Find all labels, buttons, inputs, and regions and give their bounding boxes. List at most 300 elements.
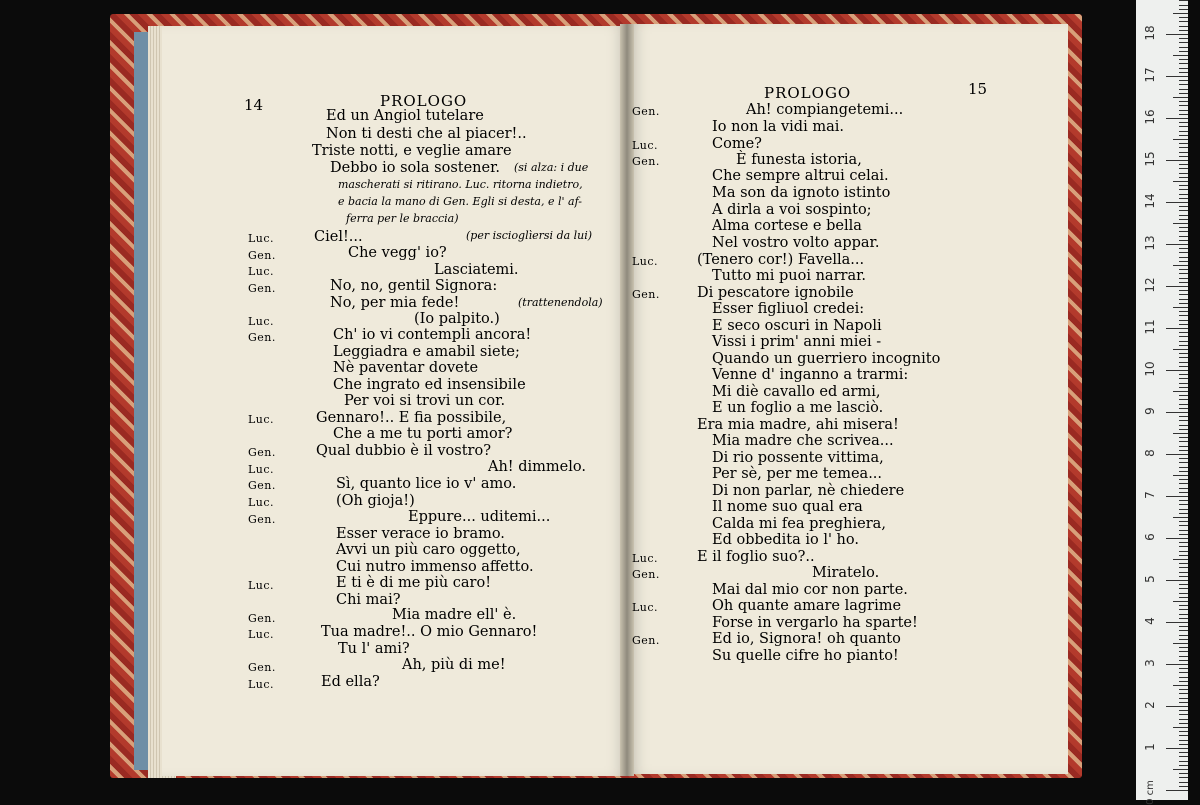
- ruler-tick: [1179, 378, 1188, 379]
- ruler-tick: [1179, 336, 1188, 337]
- ruler-tick: [1179, 437, 1188, 438]
- ruler-tick: [1166, 580, 1188, 581]
- left-running-head: PROLOGO: [380, 92, 468, 110]
- speaker-tag: Luc.: [248, 496, 275, 509]
- ruler-tick: [1166, 202, 1188, 203]
- verse-line: Per sè, per me temea...: [712, 466, 883, 482]
- verse-line: Cui nutro immenso affetto.: [336, 559, 534, 575]
- ruler-tick: [1179, 93, 1188, 94]
- speaker-tag: Gen.: [248, 479, 276, 492]
- ruler-tick: [1179, 311, 1188, 312]
- speaker-tag: Luc.: [248, 232, 275, 245]
- ruler-tick: [1179, 593, 1188, 594]
- verse-line: Gennaro!.. E fia possibile,: [316, 410, 507, 426]
- ruler-tick: [1179, 639, 1188, 640]
- book-gutter: [620, 24, 634, 776]
- ruler-tick: [1179, 357, 1188, 358]
- verse-line: Ah! dimmelo.: [488, 459, 586, 475]
- ruler-tick: [1179, 408, 1188, 409]
- ruler-number: 7: [1143, 491, 1157, 499]
- verse-line: No, per mia fede!: [330, 295, 460, 311]
- ruler-tick: [1179, 723, 1188, 724]
- ruler-tick: [1179, 677, 1188, 678]
- ruler-tick: [1179, 278, 1188, 279]
- ruler-tick: [1179, 576, 1188, 577]
- ruler-tick: [1179, 156, 1188, 157]
- verse-line: Chi mai?: [336, 592, 401, 608]
- ruler-tick: [1166, 328, 1188, 329]
- stage-direction: (per iscioglìersi da lui): [466, 229, 593, 242]
- ruler-tick: [1179, 425, 1188, 426]
- ruler-tick: [1166, 748, 1188, 749]
- ruler-tick: [1179, 672, 1188, 673]
- verse-line: Ed io, Signora! oh quanto: [712, 631, 901, 647]
- ruler-number: 17: [1143, 67, 1157, 83]
- speaker-tag: Gen.: [632, 568, 660, 581]
- verse-line: Mi diè cavallo ed armi,: [712, 384, 881, 400]
- ruler-number: 15: [1143, 151, 1157, 167]
- ruler-tick: [1179, 714, 1188, 715]
- ruler-tick: [1179, 68, 1188, 69]
- ruler-number: 13: [1143, 235, 1157, 251]
- ruler-tick: [1179, 698, 1188, 699]
- verse-line: (Io palpito.): [414, 311, 500, 327]
- ruler-tick: [1179, 756, 1188, 757]
- ruler-tick: [1173, 97, 1188, 98]
- ruler-tick: [1166, 412, 1188, 413]
- verse-line: Avvi un più caro oggetto,: [336, 542, 521, 558]
- speaker-tag: Gen.: [632, 105, 660, 118]
- speaker-tag: Luc.: [632, 552, 659, 565]
- ruler-tick: [1179, 458, 1188, 459]
- verse-line: Tu l' ami?: [338, 641, 410, 657]
- ruler-tick: [1173, 265, 1188, 266]
- verse-line: Era mia madre, ahi misera!: [697, 417, 899, 433]
- ruler-tick: [1179, 189, 1188, 190]
- speaker-tag: Gen.: [248, 446, 276, 459]
- speaker-tag: Luc.: [248, 628, 275, 641]
- ruler-tick: [1179, 114, 1188, 115]
- speaker-tag: Luc.: [248, 413, 275, 426]
- ruler-tick: [1179, 110, 1188, 111]
- ruler-tick: [1166, 454, 1188, 455]
- speaker-tag: Luc.: [248, 463, 275, 476]
- ruler-tick: [1179, 164, 1188, 165]
- verse-line: Alma cortese e bella: [712, 218, 862, 234]
- ruler-tick: [1179, 567, 1188, 568]
- ruler-tick: [1179, 546, 1188, 547]
- ruler-tick: [1179, 387, 1188, 388]
- ruler-tick: [1179, 42, 1188, 43]
- ruler-tick: [1179, 38, 1188, 39]
- ruler-tick: [1179, 273, 1188, 274]
- verse-line: Esser figliuol credei:: [712, 301, 865, 317]
- ruler-number: 2: [1143, 701, 1157, 709]
- ruler-number: 3: [1143, 659, 1157, 667]
- ruler-tick: [1179, 30, 1188, 31]
- ruler-tick: [1179, 782, 1188, 783]
- ruler-tick: [1179, 399, 1188, 400]
- ruler-tick: [1166, 76, 1188, 77]
- ruler-tick: [1179, 521, 1188, 522]
- verse-line: Che ingrato ed insensibile: [333, 377, 526, 393]
- ruler-tick: [1179, 605, 1188, 606]
- ruler-tick: [1179, 215, 1188, 216]
- verse-line: No, no, gentil Signora:: [330, 278, 498, 294]
- ruler-tick: [1173, 139, 1188, 140]
- verse-line: È funesta istoria,: [736, 152, 862, 168]
- ruler-number: 16: [1143, 109, 1157, 125]
- verse-line: Miratelo.: [812, 565, 880, 581]
- ruler-tick: [1173, 55, 1188, 56]
- ruler-tick: [1179, 194, 1188, 195]
- ruler-tick: [1179, 525, 1188, 526]
- ruler-tick: [1173, 769, 1188, 770]
- ruler-tick: [1179, 735, 1188, 736]
- verse-line: Leggiadra e amabil siete;: [333, 344, 520, 360]
- speaker-tag: Luc.: [248, 579, 275, 592]
- ruler-tick: [1179, 282, 1188, 283]
- verse-line: E seco oscuri in Napoli: [712, 318, 882, 334]
- ruler-tick: [1179, 341, 1188, 342]
- ruler-tick: [1179, 773, 1188, 774]
- ruler-tick: [1179, 446, 1188, 447]
- ruler-number: 9: [1143, 407, 1157, 415]
- verse-line: Calda mi fea preghiera,: [712, 516, 886, 532]
- ruler-tick: [1173, 307, 1188, 308]
- speaker-tag: Luc.: [248, 678, 275, 691]
- ruler-tick: [1173, 643, 1188, 644]
- verse-line: Nel vostro volto appar.: [712, 235, 880, 251]
- ruler-tick: [1179, 210, 1188, 211]
- ruler-tick: [1179, 143, 1188, 144]
- ruler-tick: [1179, 450, 1188, 451]
- verse-line: Ah! compiangetemi...: [746, 102, 904, 118]
- verse-line: E il foglio suo?..: [697, 549, 815, 565]
- ruler-tick: [1179, 315, 1188, 316]
- stage-direction: (si alza: i due: [514, 161, 589, 174]
- verse-line: Non ti desti che al piacer!..: [326, 126, 527, 142]
- verse-line: Nè paventar dovete: [333, 360, 479, 376]
- ruler-number: 18: [1143, 25, 1157, 41]
- ruler-tick: [1179, 257, 1188, 258]
- ruler-tick: [1166, 244, 1188, 245]
- ruler-tick: [1179, 173, 1188, 174]
- ruler-tick: [1179, 59, 1188, 60]
- ruler-tick: [1179, 105, 1188, 106]
- ruler-tick: [1179, 261, 1188, 262]
- ruler-tick: [1179, 693, 1188, 694]
- ruler-tick: [1179, 467, 1188, 468]
- verse-line: Mia madre che scrivea...: [712, 433, 894, 449]
- ruler-tick: [1179, 152, 1188, 153]
- ruler-tick: [1179, 626, 1188, 627]
- ruler-tick: [1179, 294, 1188, 295]
- ruler-tick: [1179, 9, 1188, 10]
- ruler-tick: [1179, 534, 1188, 535]
- speaker-tag: Gen.: [248, 282, 276, 295]
- verse-line: Esser verace io bramo.: [336, 526, 505, 542]
- verse-line: Che sempre altrui celai.: [712, 168, 889, 184]
- ruler-tick: [1179, 320, 1188, 321]
- speaker-tag: Luc.: [248, 315, 275, 328]
- verse-line: Sì, quanto lice io v' amo.: [336, 476, 517, 492]
- ruler-tick: [1179, 681, 1188, 682]
- ruler-tick: [1179, 752, 1188, 753]
- ruler-tick: [1179, 126, 1188, 127]
- speaker-tag: Luc.: [632, 139, 659, 152]
- ruler-tick: [1166, 496, 1188, 497]
- ruler-tick: [1179, 303, 1188, 304]
- ruler-tick: [1166, 538, 1188, 539]
- verse-line: Come?: [712, 136, 762, 152]
- verse-line: Mai dal mio cor non parte.: [712, 582, 908, 598]
- speaker-tag: Gen.: [248, 513, 276, 526]
- verse-line: Su quelle cifre ho pianto!: [712, 648, 899, 664]
- ruler-tick: [1173, 181, 1188, 182]
- ruler-tick: [1173, 601, 1188, 602]
- ruler-tick: [1179, 614, 1188, 615]
- ruler-tick: [1173, 13, 1188, 14]
- ruler-tick: [1179, 765, 1188, 766]
- ruler-number: 8: [1143, 449, 1157, 457]
- ruler-tick: [1179, 500, 1188, 501]
- verse-line: Eppure... uditemi...: [408, 509, 551, 525]
- ruler-tick: [1179, 710, 1188, 711]
- ruler-tick: [1179, 84, 1188, 85]
- verse-line: Io non la vidi mai.: [712, 119, 844, 135]
- ruler-tick: [1179, 542, 1188, 543]
- ruler-tick: [1179, 290, 1188, 291]
- ruler-number: 5: [1143, 575, 1157, 583]
- ruler-tick: [1179, 744, 1188, 745]
- verse-line: Debbo io sola sostener.: [330, 160, 501, 176]
- ruler-tick: [1179, 761, 1188, 762]
- ruler-tick: [1173, 475, 1188, 476]
- ruler-tick: [1179, 740, 1188, 741]
- ruler-tick: [1179, 483, 1188, 484]
- ruler-tick: [1179, 689, 1188, 690]
- ruler-tick: [1179, 651, 1188, 652]
- verse-line: E un foglio a me lasciò.: [712, 400, 884, 416]
- speaker-tag: Gen.: [632, 155, 660, 168]
- verse-line: A dirla a voi sospinto;: [712, 202, 872, 218]
- ruler-tick: [1179, 252, 1188, 253]
- ruler-tick: [1179, 530, 1188, 531]
- ruler-number: 10: [1143, 361, 1157, 377]
- ruler-number: 6: [1143, 533, 1157, 541]
- ruler-tick: [1179, 240, 1188, 241]
- ruler-tick: [1166, 664, 1188, 665]
- ruler-tick: [1179, 584, 1188, 585]
- speaker-tag: Luc.: [632, 601, 659, 614]
- ruler-tick: [1166, 370, 1188, 371]
- ruler-tick: [1179, 332, 1188, 333]
- ruler-tick: [1179, 21, 1188, 22]
- verse-line: Ciel!...: [314, 229, 363, 245]
- ruler-tick: [1179, 404, 1188, 405]
- ruler-tick: [1179, 618, 1188, 619]
- ruler-tick: [1179, 131, 1188, 132]
- ruler-tick: [1179, 89, 1188, 90]
- ruler-number: 1: [1143, 743, 1157, 751]
- ruler-tick: [1173, 433, 1188, 434]
- ruler-tick: [1179, 635, 1188, 636]
- ruler-tick: [1166, 706, 1188, 707]
- measuring-ruler: [1136, 0, 1188, 805]
- verse-line: Vissi i prim' anni miei -: [712, 334, 882, 350]
- ruler-tick: [1166, 34, 1188, 35]
- ruler-tick: [1179, 80, 1188, 81]
- ruler-tick: [1179, 563, 1188, 564]
- ruler-tick: [1179, 462, 1188, 463]
- ruler-tick: [1166, 286, 1188, 287]
- verse-line: Ma son da ignoto istinto: [712, 185, 891, 201]
- ruler-tick: [1179, 630, 1188, 631]
- ruler-tick: [1179, 353, 1188, 354]
- ruler-tick: [1179, 168, 1188, 169]
- ruler-number: 14: [1143, 193, 1157, 209]
- verse-line: Ah, più di me!: [402, 657, 506, 673]
- ruler-tick: [1166, 118, 1188, 119]
- ruler-number: 4: [1143, 617, 1157, 625]
- ruler-tick: [1179, 731, 1188, 732]
- ruler-tick: [1179, 597, 1188, 598]
- verse-line: Mia madre ell' è.: [392, 607, 517, 623]
- ruler-tick: [1179, 147, 1188, 148]
- ruler-tick: [1179, 227, 1188, 228]
- stage-direction: mascherati si ritirano. Luc. ritorna indietro,: [338, 178, 583, 191]
- ruler-tick: [1179, 551, 1188, 552]
- ruler-tick: [1179, 647, 1188, 648]
- verse-line: E ti è di me più caro!: [336, 575, 492, 591]
- ruler-tick: [1179, 719, 1188, 720]
- ruler-tick: [1179, 429, 1188, 430]
- ruler-tick: [1179, 366, 1188, 367]
- ruler-tick: [1173, 727, 1188, 728]
- ruler-tick: [1179, 509, 1188, 510]
- verse-line: Che a me tu porti amor?: [333, 426, 513, 442]
- ruler-tick: [1179, 231, 1188, 232]
- ruler-tick: [1179, 72, 1188, 73]
- ruler-tick: [1179, 492, 1188, 493]
- ruler-tick: [1179, 786, 1188, 787]
- ruler-tick: [1179, 299, 1188, 300]
- ruler-tick: [1179, 135, 1188, 136]
- ruler-tick: [1179, 17, 1188, 18]
- ruler-tick: [1179, 324, 1188, 325]
- verse-line: Ch' io vi contempli ancora!: [333, 327, 532, 343]
- ruler-tick: [1179, 656, 1188, 657]
- ruler-tick: [1179, 441, 1188, 442]
- ruler-tick: [1173, 559, 1188, 560]
- speaker-tag: Gen.: [248, 612, 276, 625]
- ruler-tick: [1179, 572, 1188, 573]
- ruler-tick: [1179, 420, 1188, 421]
- ruler-tick: [1179, 362, 1188, 363]
- verse-line: Venne d' inganno a trarmi:: [712, 367, 909, 383]
- ruler-tick: [1179, 702, 1188, 703]
- ruler-tick: [1179, 383, 1188, 384]
- speaker-tag: Gen.: [248, 249, 276, 262]
- ruler-tick: [1179, 63, 1188, 64]
- ruler-tick: [1179, 206, 1188, 207]
- verse-line: Forse in vergarlo ha sparte!: [712, 615, 918, 631]
- speaker-tag: Luc.: [248, 265, 275, 278]
- ruler-tick: [1179, 177, 1188, 178]
- ruler-tick: [1179, 345, 1188, 346]
- right-page-number: 15: [968, 80, 988, 98]
- ruler-number: 11: [1143, 319, 1157, 335]
- ruler-tick: [1173, 517, 1188, 518]
- ruler-tick: [1179, 26, 1188, 27]
- speaker-tag: Gen.: [248, 331, 276, 344]
- verse-line: Quando un guerriero incognito: [712, 351, 941, 367]
- verse-line: (Tenero cor!) Favella...: [697, 252, 865, 268]
- verse-line: Di non parlar, nè chiedere: [712, 483, 905, 499]
- verse-line: Di pescatore ignobile: [697, 285, 854, 301]
- ruler-unit-label: 0 cm: [1144, 780, 1156, 805]
- ruler-tick: [1179, 269, 1188, 270]
- ruler-tick: [1179, 660, 1188, 661]
- ruler-tick: [1179, 219, 1188, 220]
- right-running-head: PROLOGO: [764, 84, 852, 102]
- ruler-tick: [1179, 101, 1188, 102]
- verse-line: Oh quante amare lagrime: [712, 598, 902, 614]
- ruler-tick: [1179, 609, 1188, 610]
- ruler-tick: [1179, 513, 1188, 514]
- stage-direction: ferra per le braccia): [346, 212, 459, 225]
- ruler-tick: [1179, 198, 1188, 199]
- verse-line: Di rio possente vittima,: [712, 450, 884, 466]
- ruler-tick: [1179, 122, 1188, 123]
- ruler-tick: [1179, 588, 1188, 589]
- speaker-tag: Gen.: [248, 661, 276, 674]
- ruler-tick: [1179, 668, 1188, 669]
- ruler-tick: [1179, 0, 1188, 1]
- speaker-tag: Gen.: [632, 288, 660, 301]
- verse-line: Tua madre!.. O mio Gennaro!: [321, 624, 538, 640]
- ruler-tick: [1179, 236, 1188, 237]
- verse-line: Per voi si trovi un cor.: [344, 393, 506, 409]
- verse-line: Che vegg' io?: [348, 245, 447, 261]
- ruler-tick: [1179, 777, 1188, 778]
- ruler-tick: [1179, 555, 1188, 556]
- ruler-tick: [1179, 471, 1188, 472]
- ruler-tick: [1179, 504, 1188, 505]
- speaker-tag: Gen.: [632, 634, 660, 647]
- ruler-tick: [1166, 790, 1188, 791]
- verse-line: Tutto mi puoi narrar.: [712, 268, 867, 284]
- ruler-tick: [1179, 185, 1188, 186]
- ruler-tick: [1166, 622, 1188, 623]
- ruler-tick: [1179, 51, 1188, 52]
- ruler-number: 12: [1143, 277, 1157, 293]
- ruler-tick: [1173, 349, 1188, 350]
- ruler-tick: [1179, 374, 1188, 375]
- speaker-tag: Luc.: [632, 255, 659, 268]
- ruler-tick: [1179, 395, 1188, 396]
- ruler-tick: [1179, 47, 1188, 48]
- stage-direction: (trattenendola): [518, 296, 603, 309]
- verse-line: Qual dubbio è il vostro?: [316, 443, 491, 459]
- ruler-tick: [1173, 391, 1188, 392]
- ruler-tick: [1166, 160, 1188, 161]
- ruler-tick: [1173, 223, 1188, 224]
- verse-line: (Oh gioja!): [336, 493, 415, 509]
- ruler-tick: [1173, 685, 1188, 686]
- verse-line: Ed ella?: [321, 674, 380, 690]
